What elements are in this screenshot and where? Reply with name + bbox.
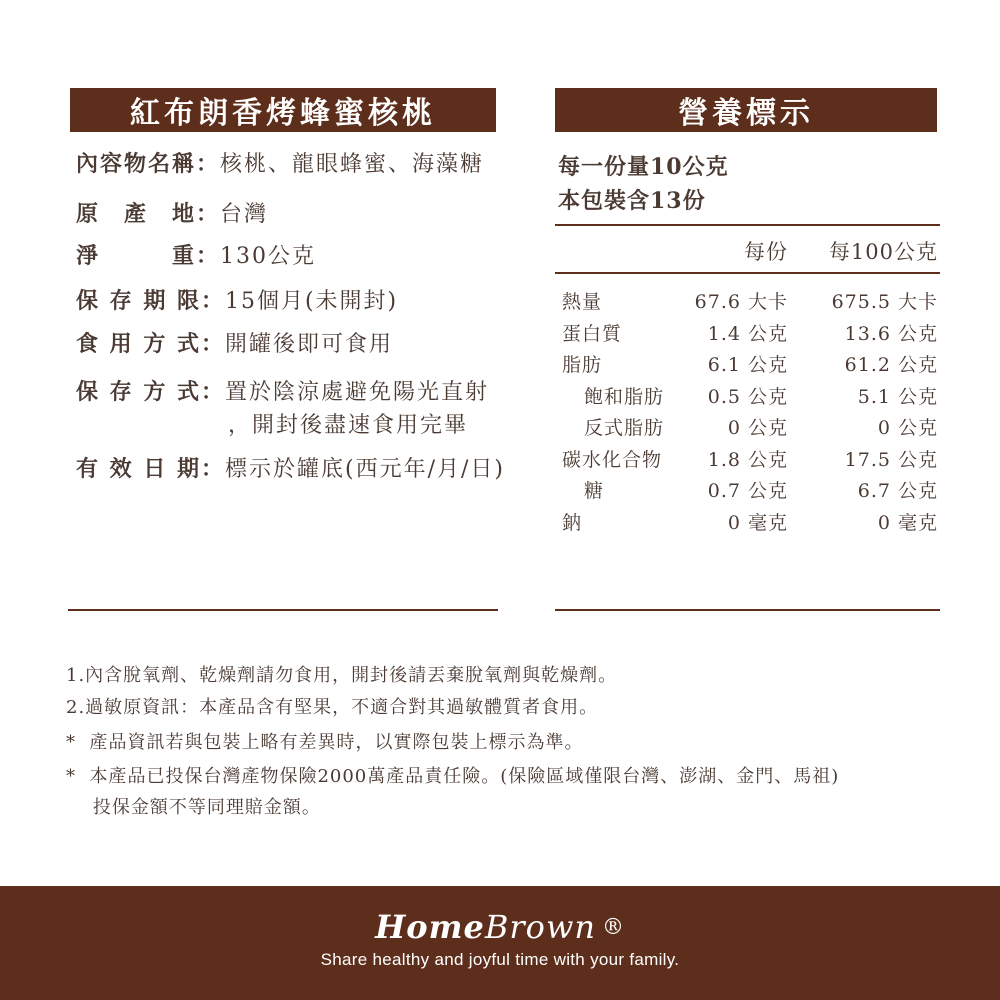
info-label: 淨 重：	[76, 243, 221, 269]
nutrient-name: 反式脂肪	[584, 417, 665, 439]
note-item: 2.過敏原資訊：本產品含有堅果，不適合對其過敏體質者食用。	[66, 697, 599, 718]
nutrition-title: 營養標示	[555, 88, 937, 132]
per-100g-value: 17.5 公克	[844, 449, 938, 471]
info-label: 保 存 期 限：	[76, 288, 225, 314]
info-value: 15個月(未開封)	[224, 289, 399, 314]
per-serving-value: 67.6 大卡	[694, 291, 788, 313]
info-row-storage	[76, 374, 489, 411]
info-label: 有 效 日 期：	[76, 456, 225, 482]
info-value: 台灣	[220, 202, 269, 227]
info-value: 標示於罐底(西元年/月/日)	[224, 457, 505, 482]
info-row-origin	[76, 196, 268, 233]
brand-tagline: Share healthy and joyful time with your family.	[320, 950, 680, 969]
per-100g-value: 5.1 公克	[857, 386, 938, 408]
footer-bar	[0, 886, 1000, 1000]
info-row-weight	[76, 238, 316, 275]
brand-home: Home	[375, 908, 485, 946]
serving-size: 每一份量10公克	[558, 154, 729, 180]
per-serving-value: 0.7 公克	[707, 480, 788, 502]
per-serving-value: 0 毫克	[727, 512, 788, 534]
per-100g-value: 13.6 公克	[844, 323, 938, 345]
info-value: 130公克	[220, 244, 317, 269]
per-100g-value: 675.5 大卡	[831, 291, 938, 313]
servings-per-package: 本包裝含13份	[558, 188, 706, 214]
product-title: 紅布朗香烤蜂蜜核桃	[70, 88, 496, 132]
info-value: ，開封後盡速食用完畢	[228, 413, 469, 438]
nutrient-name: 飽和脂肪	[584, 386, 665, 408]
brand-brown: Brown	[484, 908, 596, 946]
per-100g-value: 6.7 公克	[857, 480, 938, 502]
nutrient-name: 蛋白質	[562, 323, 623, 345]
info-value: 核桃、龍眼蜂蜜、海藻糖	[220, 152, 485, 177]
info-label: 保 存 方 式：	[76, 379, 225, 405]
per-serving-value: 1.8 公克	[707, 449, 788, 471]
per-serving-value: 6.1 公克	[707, 354, 788, 376]
nutrient-name: 鈉	[562, 512, 583, 534]
right-divider	[555, 609, 940, 611]
info-label: 食 用 方 式：	[76, 331, 225, 357]
note-item: 1.內含脫氧劑、乾燥劑請勿食用，開封後請丟棄脫氧劑與乾燥劑。	[66, 665, 618, 686]
per-100g-value: 0 毫克	[877, 512, 938, 534]
brand-logo	[0, 908, 1000, 946]
info-row-expiry	[76, 451, 505, 488]
note-item: * 本產品已投保台灣產物保險2000萬產品責任險。(保險區域僅限台灣、澎湖、金門、馬祖)	[66, 766, 840, 787]
left-divider	[68, 609, 498, 611]
note-item: * 產品資訊若與包裝上略有差異時，以實際包裝上標示為準。	[66, 732, 584, 753]
col-header-per-100g: 每100公克	[828, 240, 938, 264]
info-value: 置於陰涼處避免陽光直射	[224, 380, 489, 405]
col-header-per-serving: 每份	[744, 240, 788, 264]
nutrition-top-rule	[555, 224, 940, 226]
per-serving-value: 0.5 公克	[707, 386, 788, 408]
registered-mark: ®	[601, 915, 625, 940]
info-row-contents	[76, 146, 484, 183]
nutrient-name: 糖	[584, 480, 605, 502]
per-serving-value: 0 公克	[727, 417, 788, 439]
nutrient-name: 熱量	[562, 291, 603, 313]
info-row-usage	[76, 326, 393, 363]
info-row-shelf-life	[76, 283, 398, 320]
nutrient-name: 脂肪	[562, 354, 603, 376]
nutrition-header-rule	[555, 272, 940, 274]
info-label: 原 產 地：	[76, 201, 221, 227]
per-100g-value: 0 公克	[877, 417, 938, 439]
info-row-storage-cont	[228, 408, 468, 444]
nutrient-name: 碳水化合物	[562, 449, 663, 471]
per-100g-value: 61.2 公克	[844, 354, 938, 376]
note-item: 投保金額不等同理賠金額。	[66, 797, 321, 818]
info-value: 開罐後即可食用	[224, 332, 393, 357]
per-serving-value: 1.4 公克	[707, 323, 788, 345]
info-label: 內容物名稱：	[76, 151, 221, 177]
